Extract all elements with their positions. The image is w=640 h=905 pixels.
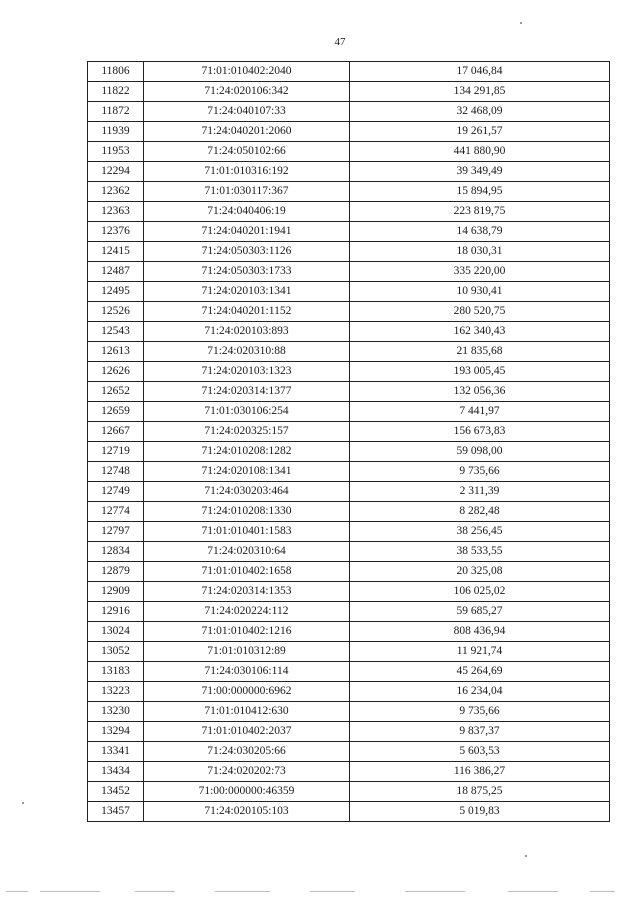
- record-number-cell: 13452: [88, 782, 144, 802]
- value-cell: 2 311,39: [350, 482, 610, 502]
- record-number-cell: 12363: [88, 202, 144, 222]
- cadastral-number-cell: 71:24:020105:103: [144, 802, 350, 822]
- record-number-cell: 12487: [88, 262, 144, 282]
- cadastral-number-cell: 71:00:000000:6962: [144, 682, 350, 702]
- cadastral-number-cell: 71:01:010312:89: [144, 642, 350, 662]
- value-cell: 19 261,57: [350, 122, 610, 142]
- cadastral-number-cell: 71:24:020202:73: [144, 762, 350, 782]
- cadastral-number-cell: 71:01:010402:2040: [144, 62, 350, 82]
- record-number-cell: 11953: [88, 142, 144, 162]
- table-row: [88, 702, 610, 722]
- record-number-cell: 12916: [88, 602, 144, 622]
- table-row: [88, 582, 610, 602]
- record-number-cell: 13457: [88, 802, 144, 822]
- value-cell: 134 291,85: [350, 82, 610, 102]
- value-cell: 156 673,83: [350, 422, 610, 442]
- registry-table-body: [88, 62, 610, 822]
- record-number-cell: 13230: [88, 702, 144, 722]
- cadastral-number-cell: 71:24:020108:1341: [144, 462, 350, 482]
- record-number-cell: 11872: [88, 102, 144, 122]
- record-number-cell: 11939: [88, 122, 144, 142]
- cadastral-number-cell: 71:01:010412:630: [144, 702, 350, 722]
- value-cell: 132 056,36: [350, 382, 610, 402]
- value-cell: 280 520,75: [350, 302, 610, 322]
- record-number-cell: 12879: [88, 562, 144, 582]
- cadastral-number-cell: 71:24:020103:1341: [144, 282, 350, 302]
- table-row: [88, 382, 610, 402]
- value-cell: 18 875,25: [350, 782, 610, 802]
- table-row: [88, 762, 610, 782]
- record-number-cell: 13294: [88, 722, 144, 742]
- record-number-cell: 13024: [88, 622, 144, 642]
- cadastral-number-cell: 71:24:010208:1330: [144, 502, 350, 522]
- value-cell: 9 837,37: [350, 722, 610, 742]
- record-number-cell: 12774: [88, 502, 144, 522]
- table-row: [88, 362, 610, 382]
- record-number-cell: 12834: [88, 542, 144, 562]
- cadastral-number-cell: 71:24:020310:88: [144, 342, 350, 362]
- table-row: [88, 282, 610, 302]
- cadastral-number-cell: 71:24:020310:64: [144, 542, 350, 562]
- cadastral-number-cell: 71:01:010402:1216: [144, 622, 350, 642]
- cadastral-number-cell: 71:24:050303:1126: [144, 242, 350, 262]
- table-row: [88, 142, 610, 162]
- record-number-cell: 12659: [88, 402, 144, 422]
- table-row: [88, 222, 610, 242]
- table-row: [88, 642, 610, 662]
- table-row: [88, 322, 610, 342]
- cadastral-number-cell: 71:24:030205:66: [144, 742, 350, 762]
- table-row: [88, 562, 610, 582]
- table-row: [88, 102, 610, 122]
- value-cell: 59 685,27: [350, 602, 610, 622]
- value-cell: 45 264,69: [350, 662, 610, 682]
- cadastral-number-cell: 71:00:000000:46359: [144, 782, 350, 802]
- cadastral-number-cell: 71:24:020103:1323: [144, 362, 350, 382]
- table-row: [88, 622, 610, 642]
- value-cell: 335 220,00: [350, 262, 610, 282]
- table-row: [88, 182, 610, 202]
- record-number-cell: 11806: [88, 62, 144, 82]
- table-row: [88, 302, 610, 322]
- value-cell: 223 819,75: [350, 202, 610, 222]
- cadastral-number-cell: 71:24:030203:464: [144, 482, 350, 502]
- cadastral-number-cell: 71:24:040201:1152: [144, 302, 350, 322]
- cadastral-number-cell: 71:24:020325:157: [144, 422, 350, 442]
- record-number-cell: 12543: [88, 322, 144, 342]
- cadastral-number-cell: 71:24:050102:66: [144, 142, 350, 162]
- value-cell: 9 735,66: [350, 702, 610, 722]
- record-number-cell: 12652: [88, 382, 144, 402]
- record-number-cell: 12797: [88, 522, 144, 542]
- record-number-cell: 11822: [88, 82, 144, 102]
- cadastral-number-cell: 71:24:020314:1377: [144, 382, 350, 402]
- value-cell: 11 921,74: [350, 642, 610, 662]
- cadastral-number-cell: 71:24:040406:19: [144, 202, 350, 222]
- record-number-cell: 12294: [88, 162, 144, 182]
- record-number-cell: 12719: [88, 442, 144, 462]
- table-row: [88, 342, 610, 362]
- cadastral-number-cell: 71:24:040201:2060: [144, 122, 350, 142]
- value-cell: 162 340,43: [350, 322, 610, 342]
- value-cell: 10 930,41: [350, 282, 610, 302]
- cadastral-number-cell: 71:01:010316:192: [144, 162, 350, 182]
- value-cell: 5 019,83: [350, 802, 610, 822]
- value-cell: 18 030,31: [350, 242, 610, 262]
- table-row: [88, 682, 610, 702]
- table-row: [88, 482, 610, 502]
- value-cell: 116 386,27: [350, 762, 610, 782]
- value-cell: 38 533,55: [350, 542, 610, 562]
- cadastral-number-cell: 71:01:010402:1658: [144, 562, 350, 582]
- cadastral-number-cell: 71:01:010402:2037: [144, 722, 350, 742]
- value-cell: 21 835,68: [350, 342, 610, 362]
- value-cell: 9 735,66: [350, 462, 610, 482]
- value-cell: 20 325,08: [350, 562, 610, 582]
- table-row: [88, 722, 610, 742]
- record-number-cell: 12495: [88, 282, 144, 302]
- cadastral-number-cell: 71:24:040107:33: [144, 102, 350, 122]
- value-cell: 106 025,02: [350, 582, 610, 602]
- cadastral-number-cell: 71:01:030117:367: [144, 182, 350, 202]
- cadastral-number-cell: 71:24:050303:1733: [144, 262, 350, 282]
- cadastral-number-cell: 71:01:010401:1583: [144, 522, 350, 542]
- record-number-cell: 12362: [88, 182, 144, 202]
- record-number-cell: 12613: [88, 342, 144, 362]
- table-row: [88, 742, 610, 762]
- value-cell: 441 880,90: [350, 142, 610, 162]
- record-number-cell: 12376: [88, 222, 144, 242]
- page-number: 47: [334, 36, 346, 48]
- record-number-cell: 12909: [88, 582, 144, 602]
- value-cell: 193 005,45: [350, 362, 610, 382]
- value-cell: 5 603,53: [350, 742, 610, 762]
- cadastral-number-cell: 71:24:040201:1941: [144, 222, 350, 242]
- value-cell: 7 441,97: [350, 402, 610, 422]
- value-cell: 32 468,09: [350, 102, 610, 122]
- record-number-cell: 12626: [88, 362, 144, 382]
- record-number-cell: 12415: [88, 242, 144, 262]
- record-number-cell: 13183: [88, 662, 144, 682]
- cadastral-number-cell: 71:24:020103:893: [144, 322, 350, 342]
- table-row: [88, 522, 610, 542]
- value-cell: 16 234,04: [350, 682, 610, 702]
- record-number-cell: 13434: [88, 762, 144, 782]
- record-number-cell: 13052: [88, 642, 144, 662]
- value-cell: 39 349,49: [350, 162, 610, 182]
- cadastral-number-cell: 71:24:010208:1282: [144, 442, 350, 462]
- table-row: [88, 802, 610, 822]
- table-row: [88, 162, 610, 182]
- table-row: [88, 462, 610, 482]
- cadastral-number-cell: 71:24:020106:342: [144, 82, 350, 102]
- record-number-cell: 13341: [88, 742, 144, 762]
- record-number-cell: 13223: [88, 682, 144, 702]
- record-number-cell: 12748: [88, 462, 144, 482]
- table-row: [88, 782, 610, 802]
- value-cell: 14 638,79: [350, 222, 610, 242]
- table-row: [88, 422, 610, 442]
- table-row: [88, 202, 610, 222]
- table-row: [88, 602, 610, 622]
- cadastral-number-cell: 71:24:020314:1353: [144, 582, 350, 602]
- value-cell: 17 046,84: [350, 62, 610, 82]
- cadastral-number-cell: 71:24:020224:112: [144, 602, 350, 622]
- cadastral-number-cell: 71:24:030106:114: [144, 662, 350, 682]
- table-row: [88, 82, 610, 102]
- value-cell: 808 436,94: [350, 622, 610, 642]
- table-row: [88, 502, 610, 522]
- table-row: [88, 62, 610, 82]
- table-row: [88, 542, 610, 562]
- table-row: [88, 122, 610, 142]
- cadastral-number-cell: 71:01:030106:254: [144, 402, 350, 422]
- record-number-cell: 12667: [88, 422, 144, 442]
- value-cell: 8 282,48: [350, 502, 610, 522]
- registry-table: [87, 61, 610, 822]
- table-row: [88, 262, 610, 282]
- value-cell: 38 256,45: [350, 522, 610, 542]
- record-number-cell: 12526: [88, 302, 144, 322]
- value-cell: 59 098,00: [350, 442, 610, 462]
- table-row: [88, 442, 610, 462]
- value-cell: 15 894,95: [350, 182, 610, 202]
- table-row: [88, 402, 610, 422]
- record-number-cell: 12749: [88, 482, 144, 502]
- table-row: [88, 242, 610, 262]
- table-row: [88, 662, 610, 682]
